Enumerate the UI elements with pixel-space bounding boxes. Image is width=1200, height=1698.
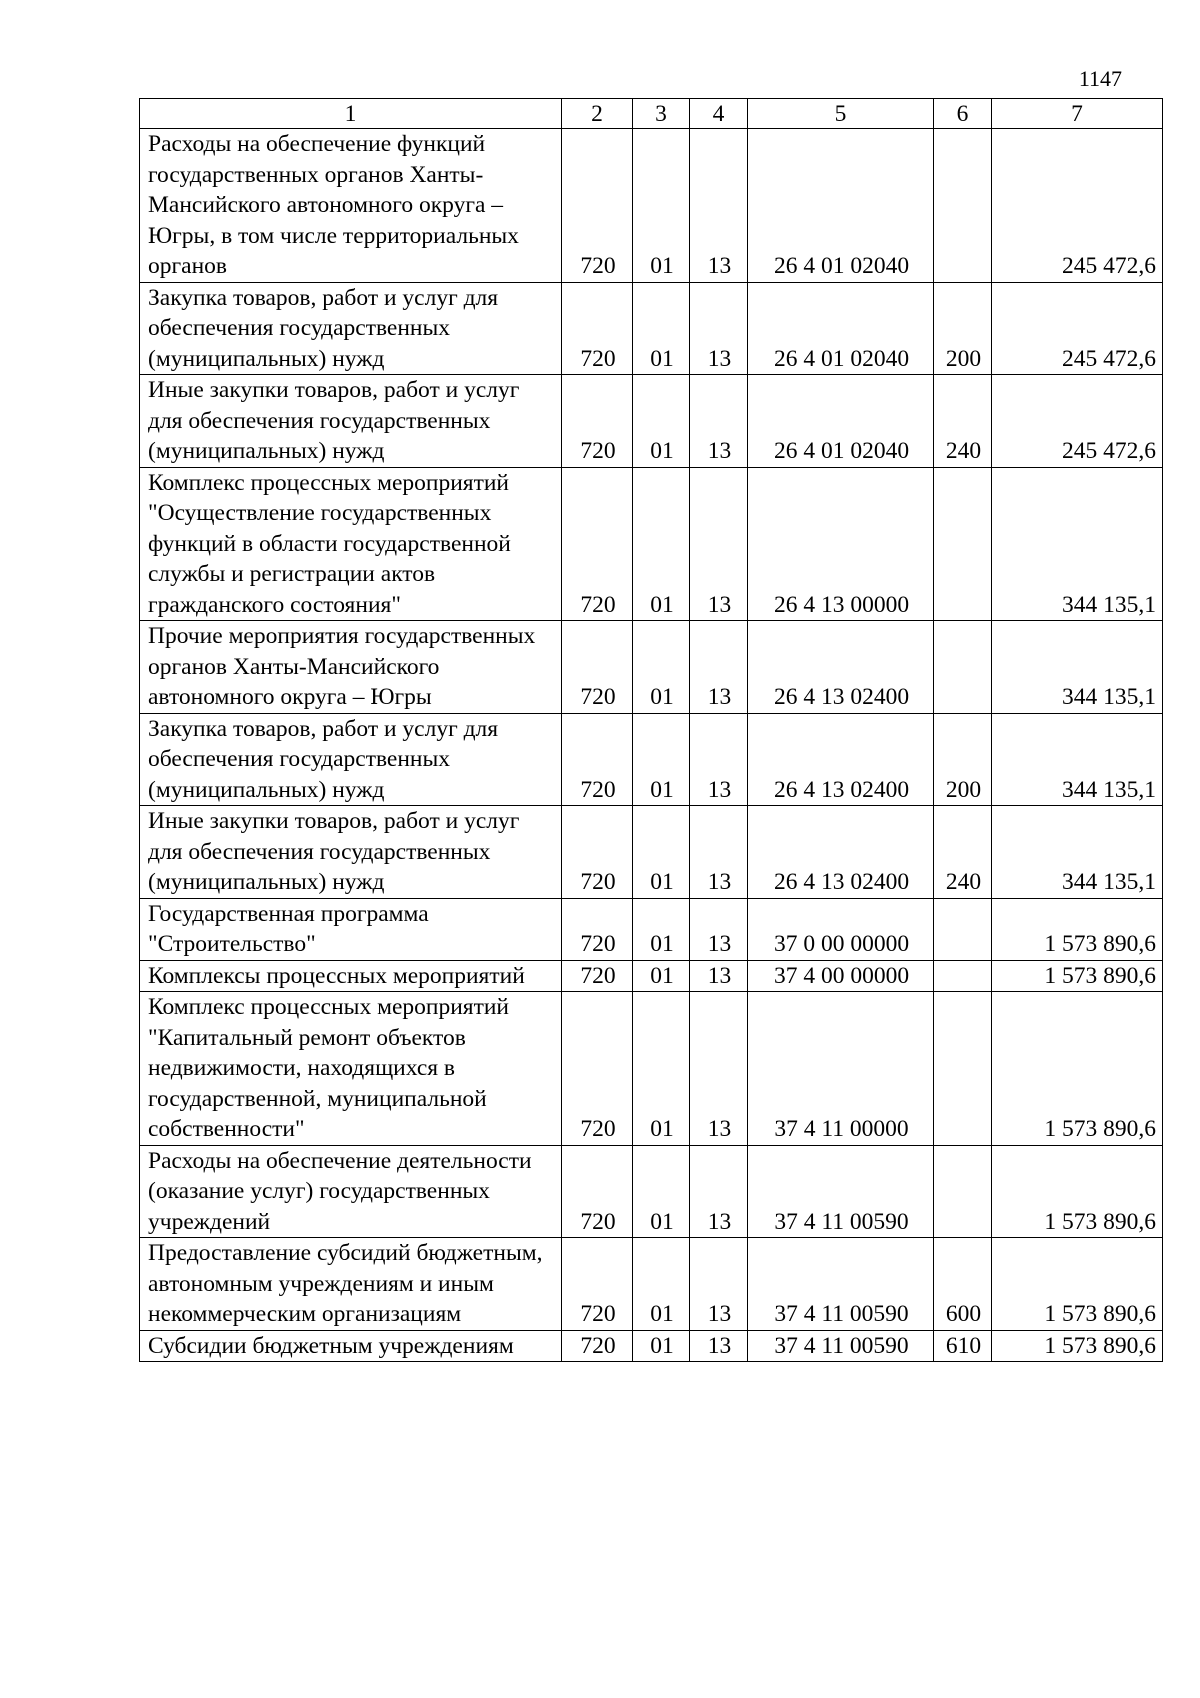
cell-csr: 37 4 11 00590: [748, 1330, 934, 1362]
column-header: 4: [690, 99, 748, 129]
cell-rz: 01: [633, 467, 690, 621]
cell-name: Комплексы процессных мероприятий: [140, 960, 562, 992]
cell-vr: 600: [934, 1238, 992, 1331]
cell-rz: 01: [633, 1238, 690, 1331]
cell-sum: 1 573 890,6: [992, 1330, 1163, 1362]
cell-vr: [934, 621, 992, 714]
cell-csr: 26 4 13 02400: [748, 806, 934, 899]
cell-pr: 13: [690, 960, 748, 992]
table-row: [140, 806, 1163, 899]
table-row: [140, 282, 1163, 375]
cell-name: Закупка товаров, работ и услуг для обеспечения государственных (муниципальных) нужд: [140, 713, 562, 806]
cell-gr: 720: [562, 1145, 633, 1238]
cell-csr: 37 0 00 00000: [748, 898, 934, 960]
cell-gr: 720: [562, 1330, 633, 1362]
cell-rz: 01: [633, 282, 690, 375]
cell-sum: 344 135,1: [992, 467, 1163, 621]
cell-vr: [934, 1145, 992, 1238]
cell-sum: 344 135,1: [992, 621, 1163, 714]
cell-name: Прочие мероприятия государственных органов Ханты-Мансийского автономного округа – Югры: [140, 621, 562, 714]
cell-pr: 13: [690, 1238, 748, 1331]
cell-gr: 720: [562, 375, 633, 468]
cell-csr: 37 4 11 00590: [748, 1238, 934, 1331]
cell-vr: 200: [934, 282, 992, 375]
budget-table: [139, 98, 1163, 1362]
column-header: 7: [992, 99, 1163, 129]
column-header: 6: [934, 99, 992, 129]
cell-rz: 01: [633, 806, 690, 899]
cell-sum: 344 135,1: [992, 806, 1163, 899]
cell-csr: 37 4 11 00000: [748, 992, 934, 1146]
column-header: 5: [748, 99, 934, 129]
cell-pr: 13: [690, 898, 748, 960]
table-row: [140, 960, 1163, 992]
cell-gr: 720: [562, 898, 633, 960]
cell-gr: 720: [562, 713, 633, 806]
cell-name: Расходы на обеспечение функций государственных органов Ханты-Мансийского автономного округа – Югры, в том числе территориальных органов: [140, 129, 562, 283]
table-row: [140, 1238, 1163, 1331]
cell-csr: 26 4 01 02040: [748, 375, 934, 468]
column-header: 3: [633, 99, 690, 129]
cell-name: Иные закупки товаров, работ и услуг для обеспечения государственных (муниципальных) нужд: [140, 806, 562, 899]
cell-vr: [934, 467, 992, 621]
table-row: [140, 898, 1163, 960]
cell-csr: 26 4 13 02400: [748, 621, 934, 714]
cell-rz: 01: [633, 713, 690, 806]
cell-name: Комплекс процессных мероприятий "Капитальный ремонт объектов недвижимости, находящихся в государственной, муниципальной собственности": [140, 992, 562, 1146]
cell-rz: 01: [633, 960, 690, 992]
cell-vr: 610: [934, 1330, 992, 1362]
cell-pr: 13: [690, 1145, 748, 1238]
cell-pr: 13: [690, 713, 748, 806]
cell-gr: 720: [562, 129, 633, 283]
page-number: 1147: [1078, 66, 1122, 91]
cell-rz: 01: [633, 621, 690, 714]
table-header-row: [140, 99, 1163, 129]
cell-name: Иные закупки товаров, работ и услуг для обеспечения государственных (муниципальных) нужд: [140, 375, 562, 468]
cell-csr: 37 4 00 00000: [748, 960, 934, 992]
table-row: [140, 621, 1163, 714]
table-row: [140, 1330, 1163, 1362]
cell-gr: 720: [562, 1238, 633, 1331]
column-header: 1: [140, 99, 562, 129]
cell-vr: [934, 992, 992, 1146]
cell-name: Субсидии бюджетным учреждениям: [140, 1330, 562, 1362]
table-row: [140, 1145, 1163, 1238]
cell-pr: 13: [690, 992, 748, 1146]
cell-pr: 13: [690, 282, 748, 375]
cell-pr: 13: [690, 621, 748, 714]
cell-rz: 01: [633, 898, 690, 960]
cell-sum: 1 573 890,6: [992, 1145, 1163, 1238]
cell-sum: 1 573 890,6: [992, 992, 1163, 1146]
cell-sum: 344 135,1: [992, 713, 1163, 806]
table-row: [140, 992, 1163, 1146]
column-header: 2: [562, 99, 633, 129]
cell-sum: 1 573 890,6: [992, 898, 1163, 960]
cell-csr: 37 4 11 00590: [748, 1145, 934, 1238]
cell-csr: 26 4 13 00000: [748, 467, 934, 621]
cell-sum: 1 573 890,6: [992, 960, 1163, 992]
cell-sum: 245 472,6: [992, 282, 1163, 375]
cell-gr: 720: [562, 621, 633, 714]
cell-sum: 245 472,6: [992, 375, 1163, 468]
cell-csr: 26 4 01 02040: [748, 282, 934, 375]
cell-sum: 245 472,6: [992, 129, 1163, 283]
cell-gr: 720: [562, 992, 633, 1146]
cell-name: Расходы на обеспечение деятельности (оказание услуг) государственных учреждений: [140, 1145, 562, 1238]
cell-gr: 720: [562, 282, 633, 375]
cell-vr: [934, 898, 992, 960]
cell-vr: 240: [934, 806, 992, 899]
table-row: [140, 713, 1163, 806]
cell-csr: 26 4 13 02400: [748, 713, 934, 806]
table-row: [140, 129, 1163, 283]
cell-pr: 13: [690, 806, 748, 899]
cell-pr: 13: [690, 467, 748, 621]
cell-pr: 13: [690, 1330, 748, 1362]
cell-gr: 720: [562, 960, 633, 992]
cell-pr: 13: [690, 375, 748, 468]
table-row: [140, 375, 1163, 468]
cell-sum: 1 573 890,6: [992, 1238, 1163, 1331]
cell-pr: 13: [690, 129, 748, 283]
cell-name: Государственная программа "Строительство": [140, 898, 562, 960]
cell-rz: 01: [633, 992, 690, 1146]
cell-name: Закупка товаров, работ и услуг для обеспечения государственных (муниципальных) нужд: [140, 282, 562, 375]
cell-rz: 01: [633, 1145, 690, 1238]
table-body: [140, 129, 1163, 1362]
cell-vr: [934, 129, 992, 283]
cell-gr: 720: [562, 467, 633, 621]
cell-rz: 01: [633, 1330, 690, 1362]
cell-csr: 26 4 01 02040: [748, 129, 934, 283]
cell-name: Предоставление субсидий бюджетным, автономным учреждениям и иным некоммерческим организациям: [140, 1238, 562, 1331]
table-row: [140, 467, 1163, 621]
cell-rz: 01: [633, 375, 690, 468]
cell-vr: 240: [934, 375, 992, 468]
cell-rz: 01: [633, 129, 690, 283]
cell-vr: 200: [934, 713, 992, 806]
cell-name: Комплекс процессных мероприятий "Осуществление государственных функций в области государственной службы и регистрации актов гражданского состояния": [140, 467, 562, 621]
cell-vr: [934, 960, 992, 992]
cell-gr: 720: [562, 806, 633, 899]
